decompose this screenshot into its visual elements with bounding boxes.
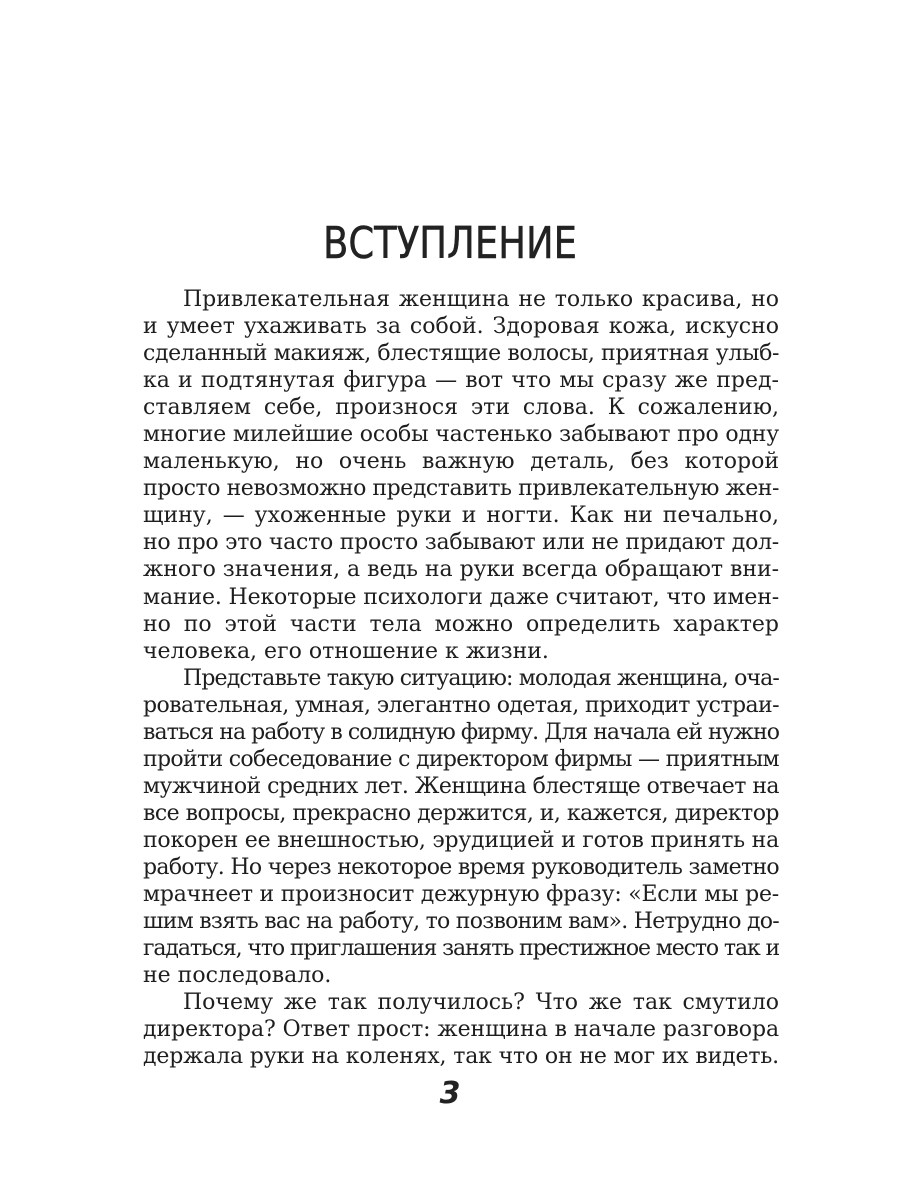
paragraph-3 (143, 989, 779, 1070)
text-line: Представьте такую ситуацию: молодая женщина, оча- (183, 665, 779, 691)
text-line: жного значения, а ведь на руки всегда обращают вни- (143, 557, 780, 583)
text-line: ровательная, умная, элегантно одетая, приходит устраи- (143, 692, 779, 718)
text-line: маленькую, но очень важную деталь, без которой (143, 449, 779, 475)
paragraph-1 (143, 286, 779, 665)
text-line: ка и подтянутая фигура — вот что мы сразу же пред- (143, 368, 779, 394)
text-line: сделанный макияж, блестящие волосы, приятная улыб- (143, 341, 780, 367)
chapter-title: ВСТУПЛЕНИЕ (323, 218, 577, 269)
text-line: шим взять вас на работу, то позвоним вам». Нетрудно до- (143, 909, 779, 935)
text-line: покорен ее внешностью, эрудицией и готов принять на (143, 827, 779, 853)
text-line: но про это часто просто забывают или не придают дол- (143, 530, 779, 556)
text-line: щину, — ухоженные руки и ногти. Как ни печально, (143, 503, 779, 529)
text-line: но по этой части тела можно определить характер (143, 611, 779, 637)
text-line: многие милейшие особы частенько забывают про одну (143, 422, 780, 448)
text-line: мание. Некоторые психологи даже считают, что имен- (143, 584, 779, 610)
text-line: директора? Ответ прост: женщина в начале разговора (143, 1017, 780, 1043)
text-line: мужчиной средних лет. Женщина блестяще отвечает на (143, 773, 779, 799)
text-line: работу. Но через некоторое время руководитель заметно (143, 854, 779, 880)
text-line: ставляем себе, произнося эти слова. К сожалению, (143, 395, 779, 421)
chapter-body (143, 286, 779, 1070)
text-line: Почему же так получилось? Что же так смутило (183, 990, 779, 1016)
text-line: пройти собеседование с директором фирмы — приятным (143, 746, 779, 772)
text-line: держала руки на коленях, так что он не мог их видеть. (143, 1044, 779, 1070)
text-line: просто невозможно представить привлекательную жен- (143, 476, 779, 502)
text-line: мрачнеет и произносит дежурную фразу: «Если мы ре- (143, 882, 779, 908)
paragraph-2 (143, 665, 779, 990)
text-line: и умеет ухаживать за собой. Здоровая кожа, искусно (143, 314, 779, 340)
text-line: гадаться, что приглашения занять престижное место так и (143, 936, 779, 962)
text-line: Привлекательная женщина не только красива, но (183, 287, 779, 312)
text-line: не последовало. (143, 963, 332, 989)
page-number: 3 (439, 1076, 461, 1111)
text-line: человека, его отношение к жизни. (143, 638, 549, 664)
text-line: все вопросы, прекрасно держится, и, кажется, директор (143, 800, 779, 826)
text-line: ваться на работу в солидную фирму. Для начала ей нужно (143, 719, 779, 745)
